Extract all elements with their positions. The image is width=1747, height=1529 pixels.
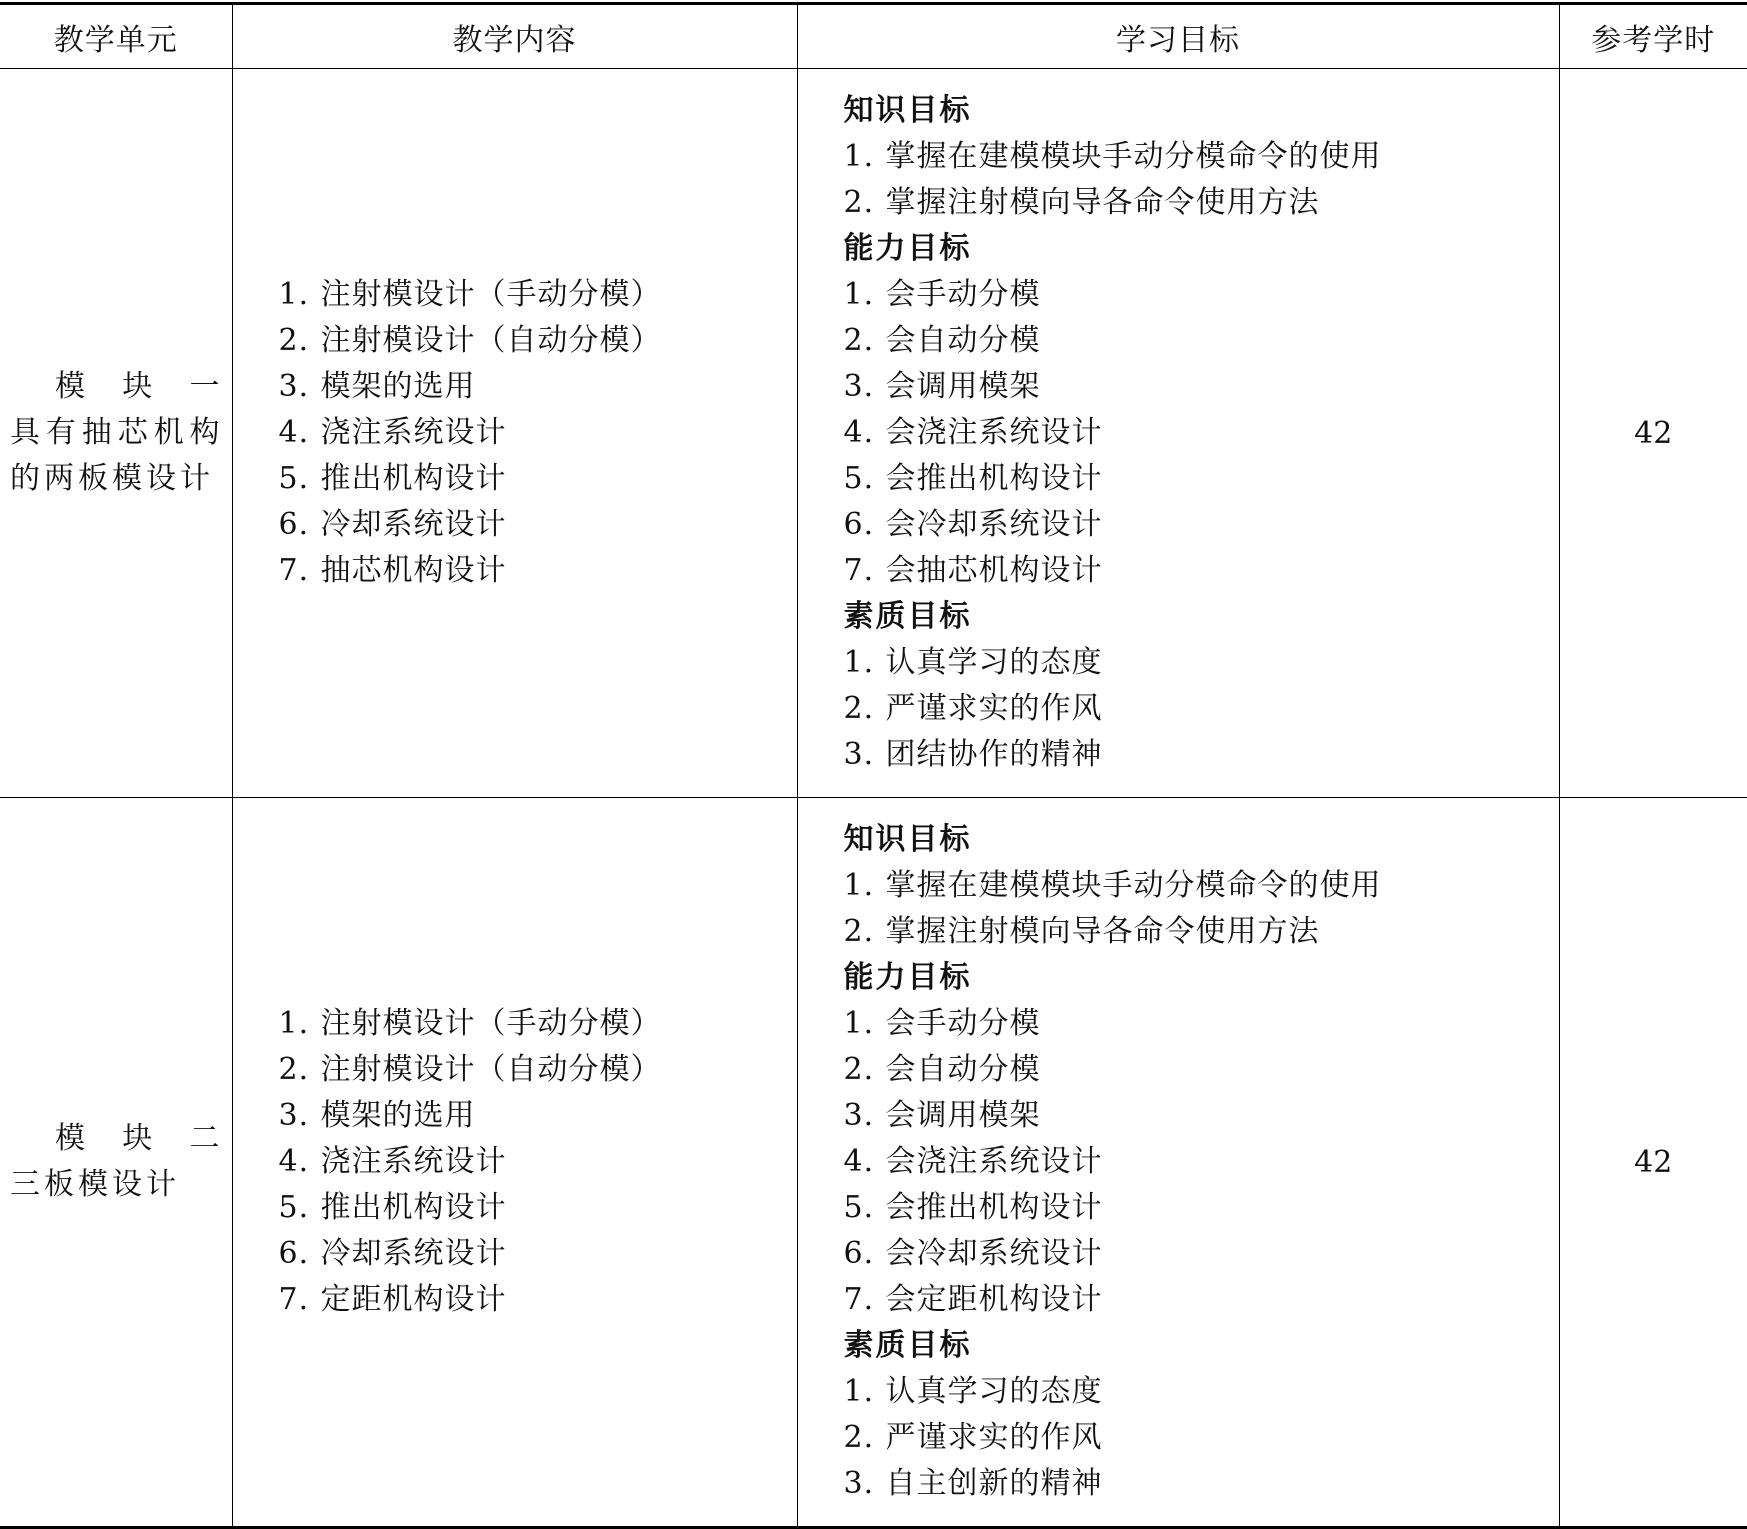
- list-item: [844, 732, 1559, 778]
- goal-group-title: 能力目标: [843, 231, 972, 266]
- item-number: 6.: [843, 1236, 875, 1271]
- goal-group-title: 素质目标: [843, 1328, 972, 1363]
- content-cell: [232, 798, 797, 1528]
- item-number: 1.: [843, 1006, 875, 1041]
- item-number: 2.: [278, 323, 310, 358]
- item-number: 3.: [278, 1098, 310, 1133]
- list-item: [844, 1093, 1559, 1139]
- item-text: 注射模设计（手动分模）: [320, 1006, 662, 1041]
- unit-cell: [0, 69, 258, 798]
- item-text: 推出机构设计: [320, 461, 507, 496]
- item-text: 注射模设计（手动分模）: [320, 277, 662, 312]
- item-text: 会推出机构设计: [885, 1190, 1103, 1225]
- item-text: 掌握注射模向导各命令使用方法: [885, 914, 1320, 949]
- goals-cell: [797, 69, 1559, 798]
- item-text: 认真学习的态度: [885, 1374, 1103, 1409]
- table-header: [0, 4, 1747, 69]
- goal-group-title: 知识目标: [843, 93, 972, 128]
- list-item: [844, 180, 1559, 226]
- list-item: [844, 272, 1559, 318]
- item-text: 会浇注系统设计: [885, 415, 1103, 450]
- item-number: 5.: [843, 1190, 875, 1225]
- item-text: 会推出机构设计: [885, 461, 1103, 496]
- item-number: 3.: [843, 369, 875, 404]
- item-number: 1.: [278, 1006, 310, 1041]
- list-item: [279, 1185, 797, 1231]
- item-text: 会调用模架: [885, 369, 1041, 404]
- header-reference-hours: 参考学时: [1559, 4, 1747, 69]
- item-number: 7.: [278, 1282, 310, 1317]
- item-text: 定距机构设计: [320, 1282, 507, 1317]
- item-number: 2.: [843, 323, 875, 358]
- item-text: 会手动分模: [885, 1006, 1041, 1041]
- item-number: 2.: [278, 1052, 310, 1087]
- list-item: [844, 863, 1559, 909]
- goals-groups: [844, 817, 1559, 1507]
- goal-group-title: 知识目标: [843, 822, 972, 857]
- item-number: 1.: [843, 1374, 875, 1409]
- item-number: 6.: [843, 507, 875, 542]
- item-text: 掌握在建模模块手动分模命令的使用: [885, 139, 1382, 174]
- list-item: [844, 134, 1559, 180]
- list-item: [279, 364, 797, 410]
- header-learning-goals: 学习目标: [797, 4, 1559, 69]
- item-number: 1.: [843, 277, 875, 312]
- goal-list: [844, 1001, 1559, 1323]
- goal-group: [844, 226, 1559, 594]
- content-cell: [232, 69, 797, 798]
- item-text: 认真学习的态度: [885, 645, 1103, 680]
- table-body: [0, 69, 1747, 1528]
- goal-group: [844, 1323, 1559, 1507]
- item-number: 2.: [843, 185, 875, 220]
- list-item: [844, 1139, 1559, 1185]
- item-text: 注射模设计（自动分模）: [320, 1052, 662, 1087]
- goal-group: [844, 88, 1559, 226]
- goal-list: [844, 134, 1559, 226]
- item-text: 冷却系统设计: [320, 1236, 507, 1271]
- item-number: 3.: [843, 737, 875, 772]
- list-item: [844, 1461, 1559, 1507]
- list-item: [279, 456, 797, 502]
- item-text: 掌握注射模向导各命令使用方法: [885, 185, 1320, 220]
- item-number: 4.: [278, 415, 310, 450]
- item-number: 1.: [843, 139, 875, 174]
- list-item: [844, 1277, 1559, 1323]
- header-teaching-unit: 教学单元: [0, 4, 232, 69]
- item-text: 会冷却系统设计: [885, 1236, 1103, 1271]
- item-text: 模架的选用: [320, 369, 476, 404]
- goal-group: [844, 817, 1559, 955]
- item-text: 推出机构设计: [320, 1190, 507, 1225]
- item-number: 7.: [843, 553, 875, 588]
- goal-list: [844, 863, 1559, 955]
- list-item: [279, 502, 797, 548]
- item-number: 5.: [843, 461, 875, 496]
- item-number: 4.: [843, 415, 875, 450]
- item-number: 2.: [843, 691, 875, 726]
- item-text: 会调用模架: [885, 1098, 1041, 1133]
- header-teaching-content: 教学内容: [232, 4, 797, 69]
- list-item: [844, 640, 1559, 686]
- list-item: [844, 456, 1559, 502]
- item-number: 7.: [278, 553, 310, 588]
- list-item: [844, 686, 1559, 732]
- item-text: 会抽芯机构设计: [885, 553, 1103, 588]
- item-number: 5.: [278, 1190, 310, 1225]
- item-text: 抽芯机构设计: [320, 553, 507, 588]
- item-text: 模架的选用: [320, 1098, 476, 1133]
- list-item: [844, 1001, 1559, 1047]
- list-item: [279, 410, 797, 456]
- goal-group: [844, 955, 1559, 1323]
- item-number: 5.: [278, 461, 310, 496]
- item-text: 浇注系统设计: [320, 415, 507, 450]
- goal-group-title: 素质目标: [843, 599, 972, 634]
- content-list: [279, 1001, 797, 1323]
- list-item: [844, 1369, 1559, 1415]
- list-item: [844, 1185, 1559, 1231]
- list-item: [279, 1277, 797, 1323]
- item-text: 掌握在建模模块手动分模命令的使用: [885, 868, 1382, 903]
- item-text: 严谨求实的作风: [885, 691, 1103, 726]
- item-number: 2.: [843, 1052, 875, 1087]
- item-text: 冷却系统设计: [320, 507, 507, 542]
- list-item: [844, 502, 1559, 548]
- goals-groups: [844, 88, 1559, 778]
- list-item: [844, 1047, 1559, 1093]
- item-number: 2.: [843, 1420, 875, 1455]
- list-item: [844, 1231, 1559, 1277]
- item-text: 会定距机构设计: [885, 1282, 1103, 1317]
- goal-list: [844, 272, 1559, 594]
- list-item: [844, 364, 1559, 410]
- hours-cell: 42: [1559, 69, 1747, 798]
- hours-cell: 42: [1559, 798, 1747, 1528]
- item-number: 4.: [278, 1144, 310, 1179]
- list-item: [279, 548, 797, 594]
- list-item: [279, 1139, 797, 1185]
- item-number: 4.: [843, 1144, 875, 1179]
- list-item: [279, 1001, 797, 1047]
- list-item: [279, 1047, 797, 1093]
- unit-name: 模块一 具有抽芯机构的两板模设计: [10, 369, 258, 496]
- item-number: 1.: [843, 868, 875, 903]
- course-table: [0, 2, 1747, 1529]
- item-number: 3.: [843, 1466, 875, 1501]
- item-number: 1.: [278, 277, 310, 312]
- item-text: 严谨求实的作风: [885, 1420, 1103, 1455]
- list-item: [279, 272, 797, 318]
- list-item: [279, 318, 797, 364]
- list-item: [844, 548, 1559, 594]
- goals-cell: [797, 798, 1559, 1528]
- item-number: 1.: [843, 645, 875, 680]
- list-item: [279, 1231, 797, 1277]
- item-text: 浇注系统设计: [320, 1144, 507, 1179]
- item-text: 会自动分模: [885, 323, 1041, 358]
- item-text: 会冷却系统设计: [885, 507, 1103, 542]
- item-text: 注射模设计（自动分模）: [320, 323, 662, 358]
- header-row: [0, 4, 1747, 69]
- list-item: [844, 909, 1559, 955]
- goal-list: [844, 640, 1559, 778]
- item-number: 6.: [278, 507, 310, 542]
- item-text: 自主创新的精神: [885, 1466, 1103, 1501]
- goal-group: [844, 594, 1559, 778]
- item-text: 会自动分模: [885, 1052, 1041, 1087]
- list-item: [279, 1093, 797, 1139]
- item-text: 会浇注系统设计: [885, 1144, 1103, 1179]
- unit-cell: [0, 798, 258, 1528]
- content-list: [279, 272, 797, 594]
- item-number: 6.: [278, 1236, 310, 1271]
- unit-name: 模块二 三板模设计: [10, 1121, 258, 1202]
- item-number: 3.: [843, 1098, 875, 1133]
- table-row: [0, 798, 1747, 1528]
- item-number: 3.: [278, 369, 310, 404]
- goal-group-title: 能力目标: [843, 960, 972, 995]
- item-text: 团结协作的精神: [885, 737, 1103, 772]
- item-text: 会手动分模: [885, 277, 1041, 312]
- table-row: [0, 69, 1747, 798]
- list-item: [844, 410, 1559, 456]
- item-number: 2.: [843, 914, 875, 949]
- goal-list: [844, 1369, 1559, 1507]
- list-item: [844, 318, 1559, 364]
- list-item: [844, 1415, 1559, 1461]
- item-number: 7.: [843, 1282, 875, 1317]
